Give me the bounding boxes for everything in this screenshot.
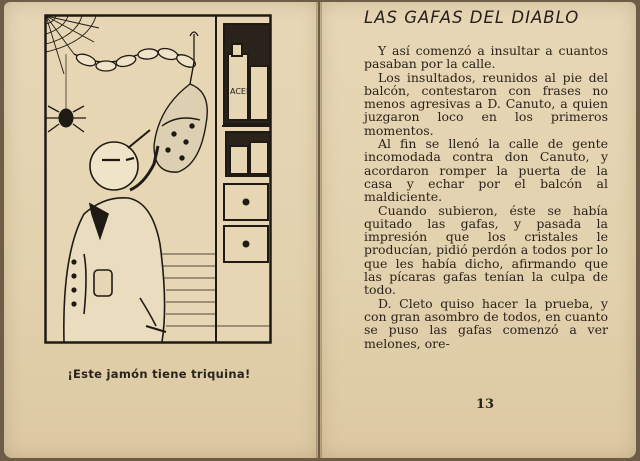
paragraph: D. Cleto quiso hacer la prueba, y con gran asombro de todos, en cuanto se puso las gafas comenzó a ver melones, ore- — [364, 295, 608, 351]
paragraph: Al fin se llenó la calle de gente incomodada contra don Canuto, y acordaron romper la puerta de la casa y echar por el balcón al maldiciente. — [364, 136, 608, 205]
chapter-title: LAS GAFAS DEL DIABLO — [364, 8, 580, 27]
jar-label: ACEI — [230, 87, 249, 96]
body-text — [364, 44, 608, 350]
paragraph: Los insultados, reunidos al pie del balcón, contestaron con frases no menos agresivas a D. Canuto, a quien juzgaron loco en los primeros momentos. — [364, 69, 608, 138]
paragraph: Cuando subieron, éste se había quitado las gafas, y pasada la impresión que los cristales le producían, pidió perdón a todos por lo que les había dicho, afirmando que las pícaras gafas tenían la culpa de todo. — [364, 202, 608, 298]
paragraph: Y así comenzó a insultar a cuantos pasaban por la calle. — [364, 43, 608, 72]
illustration — [44, 14, 272, 344]
page-number: 13 — [476, 397, 495, 412]
illustration-caption: ¡Este jamón tiene triquina! — [67, 367, 251, 381]
book-gutter — [316, 2, 322, 458]
